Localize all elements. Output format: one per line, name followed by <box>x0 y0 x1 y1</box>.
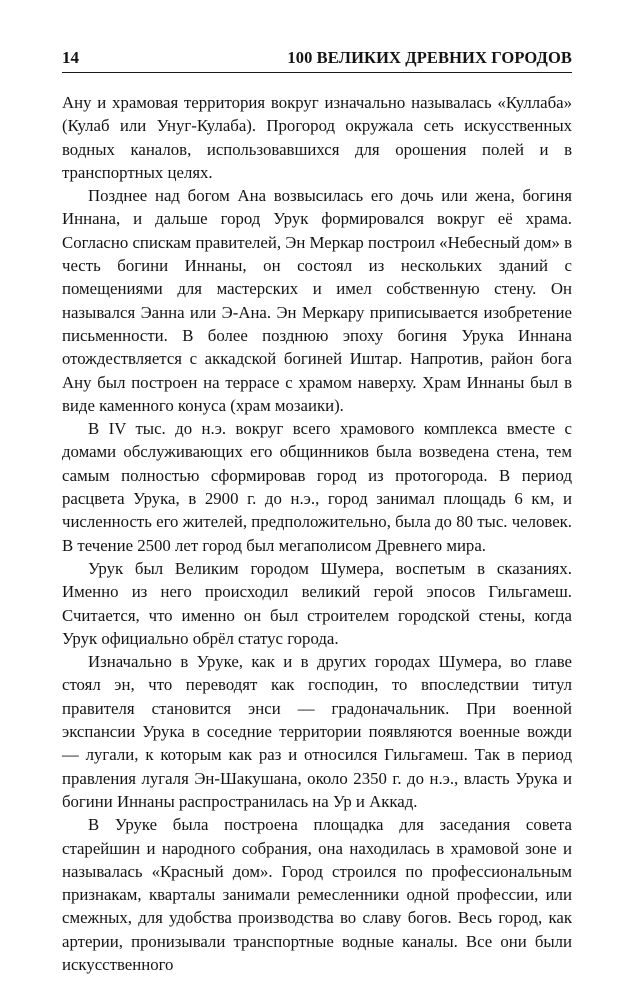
page-header <box>62 48 572 73</box>
body-text <box>62 91 572 976</box>
paragraph: Изначально в Уруке, как и в других городах Шумера, во главе стоял эн, что переводят как господин, то впоследствии титул правителя становится энси — градоначальник. При военной экспансии Урука в соседние территории появляются военные вожди — лугали, к которым как раз и относился Гильгамеш. Так в период правления лугаля Эн-Шакушана, около 2350 г. до н.э., власть Урука и богини Иннаны распространилась на Ур и Аккад. <box>62 652 572 811</box>
paragraph: Позднее над богом Ана возвысилась его дочь или жена, богиня Иннана, и дальше город Урук формировался вокруг её храма. Согласно спискам правителей, Эн Меркар построил «Небесный дом» в честь богини Иннаны, он состоял из нескольких зданий с помещениями для мастерских и имел собственную стену. Он назывался Эанна или Э-Ана. Эн Меркару приписывается изобретение письменности. В более позднюю эпоху богиня Урука Иннана отождествляется с аккадской богиней Иштар. Напротив, район бога Ану был построен на террасе с храмом наверху. Храм Иннаны был в виде каменного конуса (храм мозаики). <box>62 186 572 415</box>
page-number: 14 <box>62 48 79 67</box>
paragraph: Урук был Великим городом Шумера, воспетым в сказаниях. Именно из него происходил великий герой эпосов Гильгамеш. Считается, что именно он был строителем городской стены, когда Урук официально обрёл статус города. <box>62 558 572 648</box>
running-title: 100 ВЕЛИКИХ ДРЕВНИХ ГОРОДОВ <box>287 48 572 67</box>
paragraph: В Уруке была построена площадка для заседания совета старейшин и народного собрания, она находилась в храмовой зоне и называлась «Красный дом». Город строился по профессиональным признакам, кварталы занимали ремесленники одной профессии, или смежных, для удобства производства во славу богов. Весь город, как артерии, пронизывали транспортные водные каналы. Все они были искусственного <box>62 815 572 974</box>
paragraph: В IV тыс. до н.э. вокруг всего храмового комплекса вместе с домами обслуживающих его общинников была возведена стена, тем самым полностью сформировав город из протогорода. В период расцвета Урука, в 2900 г. до н.э., город занимал площадь 6 км, и численность его жителей, предположительно, была до 80 тыс. человек. В течение 2500 лет город был мегаполисом Древнего мира. <box>62 419 572 555</box>
paragraph: Ану и храмовая территория вокруг изначально называлась «Куллаба» (Кулаб или Унуг-Кулаба). Прогород окружала сеть искусственных водных каналов, использовавшихся для орошения полей и в транспортных целях. <box>62 93 572 182</box>
